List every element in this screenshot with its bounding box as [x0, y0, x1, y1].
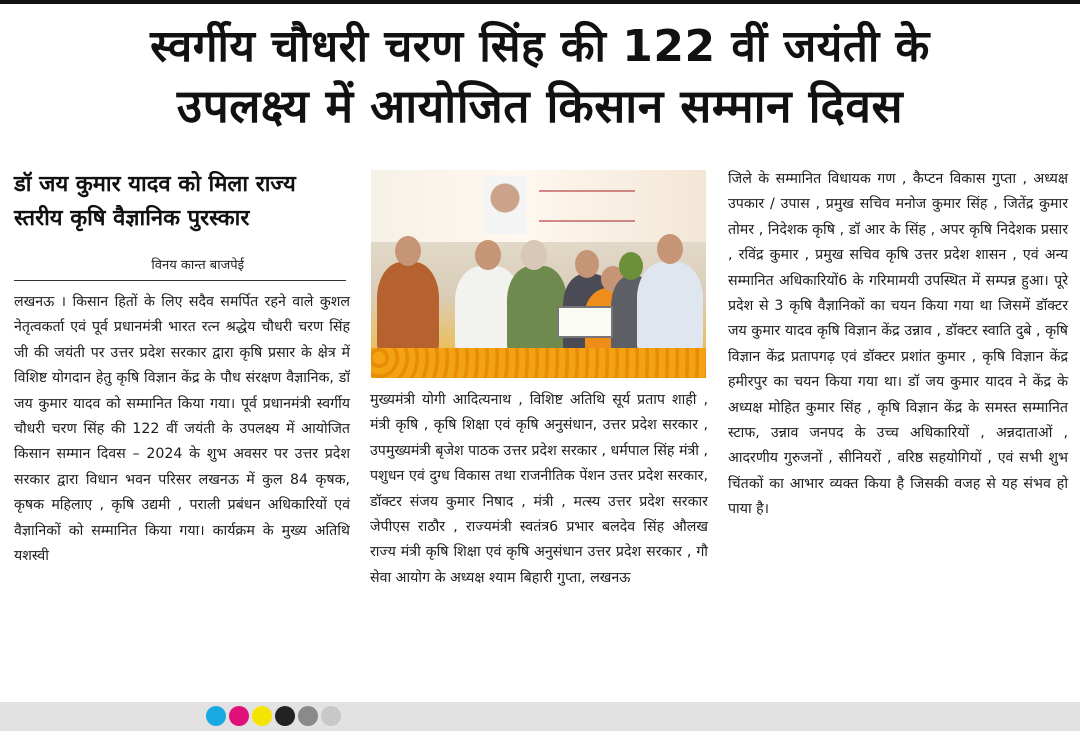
article-column-3: जिले के सम्मानित विधायक गण , कैप्टन विकास गुप्ता , अध्यक्ष उपकार / उपास , प्रमुख सचिव मनोज कुमार सिंह , जितेंद्र कुमार तोमर , निदेशक कृषि , डॉ आर के सिंह , अपर कृषि निदेशक प्रसार , रविंद्र कुमार , प्रमुख सचिव कृषि उत्तर प्रदेश शासन , एवं अन्य सम्मानित अधिकारियों6 के गरिमामयी उपस्थित में सम्पन्न हुआ। पूरे प्रदेश से 3 कृषि वैज्ञानिकों का चयन किया गया था जिसमें डॉक्टर जय कुमार यादव कृषि विज्ञान केंद्र उन्नाव , डॉक्टर स्वाति दुबे , कृषि विज्ञान केंद्र प्रतापगढ़ एवं डॉक्टर प्रशांत कुमार , कृषि विज्ञान केंद्र हमीरपुर का चयन किया गया था। डॉ जय कुमार यादव ने केंद्र के अध्यक्ष मोहित कुमार सिंह , कृषि विज्ञान केंद्र के समस्त सम्मानित स्टाफ, उन्नाव जनपद के उच्च अधिकारियों , अन्नदाताओं , आदरणीय गुरुजनों , सीनियरों , वरिष्ठ सहयोगियों , एवं सभी शुभ चिंतकों का आभार व्यक्त किया है जिसकी वजह से यह संभव हो पाया है।	[728, 171, 1068, 518]
banner-text-graphic	[539, 190, 635, 222]
person-head	[657, 234, 683, 264]
headline	[0, 18, 1080, 136]
person-turban	[619, 252, 643, 280]
article-column-1: लखनऊ । किसान हितों के लिए सदैव समर्पित रहने वाले कुशल नेतृत्वकर्ता एवं पूर्व प्रधानमंत्री भारत रत्न श्रद्धेय चौधरी चरण सिंह जी की जयंती पर उत्तर प्रदेश सरकार द्वारा कृषि प्रसार के क्षेत्र में विशिष्ट योगदान हेतु कृषि विज्ञान केंद्र के पौध संरक्षण वैज्ञानिक, डॉ जय कुमार यादव को सम्मानित किया गया। पूर्व प्रधानमंत्री स्वर्गीय चौधरी चरण सिंह की 122 वीं जयंती के उपलक्ष्य में आयोजित किसान सम्मान दिवस – 2024 के शुभ अवसर पर उत्तर प्रदेश सरकार द्वारा विधान भवन परिसर लखनऊ में कुल 84 कृषक, कृषक महिलाए , कृषि उद्यमी , पराली प्रबंधन अधिकारियों एवं वैज्ञानिकों को सम्मानित किया गया। कार्यक्रम के मुख्य अतिथि यशस्वी	[14, 294, 350, 565]
registration-dot	[252, 706, 272, 726]
marigold-decoration	[371, 348, 706, 378]
headline-line-1: स्वर्गीय चौधरी चरण सिंह की 122 वीं जयंती के	[150, 21, 930, 72]
person-figure	[637, 262, 703, 352]
award-ceremony-photo	[371, 170, 706, 378]
headline-line-2: उपलक्ष्य में आयोजित किसान सम्मान दिवस	[176, 79, 904, 133]
subheadline-line-1: डॉ जय कुमार यादव को मिला राज्य	[14, 172, 296, 197]
subheadline-line-2: स्तरीय कृषि वैज्ञानिक पुरस्कार	[14, 206, 250, 231]
person-head	[521, 240, 547, 270]
registration-dot	[275, 706, 295, 726]
byline-divider	[14, 280, 346, 281]
byline: विनय कान्त बाजपेई	[151, 258, 244, 273]
person-head	[475, 240, 501, 270]
banner-portrait	[483, 176, 527, 234]
registration-dot	[206, 706, 226, 726]
person-head	[575, 250, 599, 278]
article-column-2: मुख्यमंत्री योगी आदित्यनाथ , विशिष्ट अतिथि सूर्य प्रताप शाही , मंत्री कृषि , कृषि शिक्षा एवं कृषि अनुसंधान, उत्तर प्रदेश सरकार , उपमुख्यमंत्री बृजेश पाठक उत्तर प्रदेश सरकार , धर्मपाल सिंह मंत्री , पशुधन एवं दुग्ध विकास तथा राजनीतिक पेंशन उत्तर प्रदेश सरकार, डॉक्टर संजय कुमार निषाद , मंत्री , मत्स्य उत्तर प्रदेश सरकार जेपीएस राठौर , राज्यमंत्री स्वतंत्र6 प्रभार बलदेव सिंह औलख राज्य मंत्री कृषि शिक्षा एवं कृषि अनुसंधान उत्तर प्रदेश सरकार , गौ सेवा आयोग के अध्यक्ष श्याम बिहारी गुप्ता, लखनऊ	[370, 392, 708, 586]
subheadline	[14, 168, 344, 236]
top-border	[0, 0, 1080, 4]
person-head	[395, 236, 421, 266]
print-color-bar	[0, 702, 1080, 731]
award-certificate	[557, 306, 613, 338]
registration-dot	[321, 706, 341, 726]
registration-dot	[229, 706, 249, 726]
person-figure	[377, 262, 439, 352]
registration-dot	[298, 706, 318, 726]
